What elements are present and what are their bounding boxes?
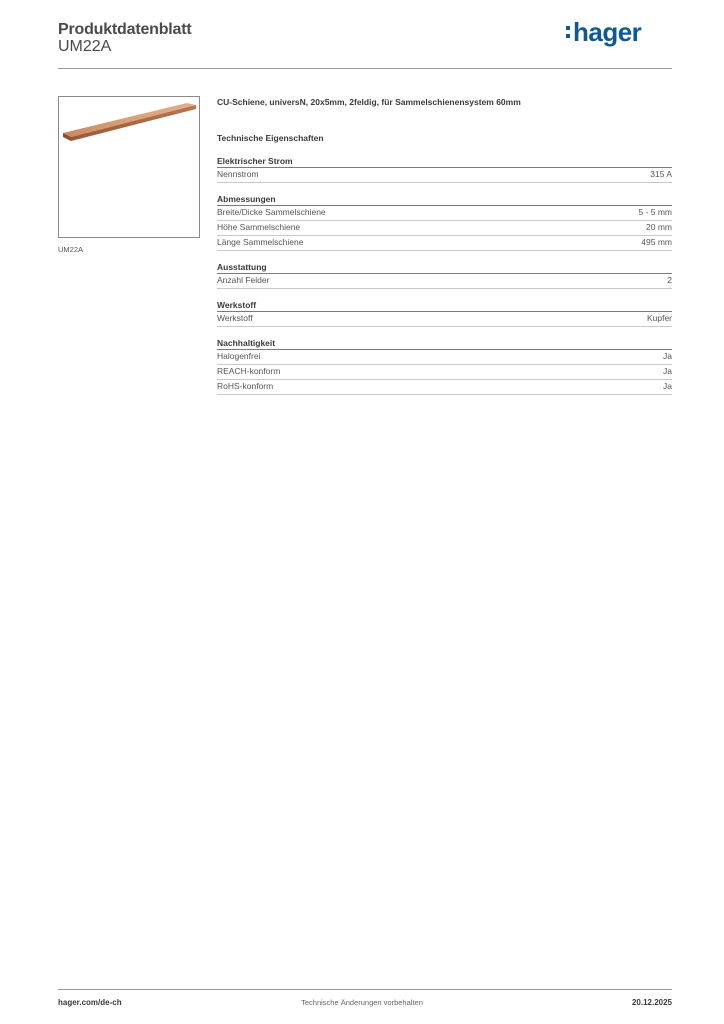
row-label: Höhe Sammelschiene xyxy=(217,222,301,232)
row-label: Werkstoff xyxy=(217,313,253,323)
row-value: 495 mm xyxy=(641,237,672,247)
product-description: CU-Schiene, universN, 20x5mm, 2feldig, für Sammelschienensystem 60mm xyxy=(217,97,521,107)
table-row xyxy=(217,221,672,236)
product-image-caption: UM22A xyxy=(58,245,84,254)
row-value: 315 A xyxy=(650,169,672,179)
row-value: Kupfer xyxy=(646,313,672,323)
product-code-subtitle: UM22A xyxy=(58,38,112,55)
technical-properties-heading: Technische Eigenschaften xyxy=(217,133,324,143)
hager-logo xyxy=(566,17,641,47)
table-row xyxy=(217,236,672,251)
copper-busbar-image xyxy=(59,97,201,239)
section-dimensions xyxy=(217,193,672,251)
row-label: Nennstrom xyxy=(217,169,259,179)
footer-website-link[interactable]: hager.com/de-ch xyxy=(58,998,122,1007)
section-title: Werkstoff xyxy=(217,299,672,312)
table-row xyxy=(217,365,672,380)
footer-divider xyxy=(58,989,672,990)
table-row xyxy=(217,206,672,221)
logo-text: hager xyxy=(573,16,642,47)
row-label: Länge Sammelschiene xyxy=(217,237,304,247)
section-title: Ausstattung xyxy=(217,261,672,274)
table-row xyxy=(217,380,672,395)
row-value: Ja xyxy=(663,381,672,391)
row-label: REACH-konform xyxy=(217,366,281,376)
footer-date: 20.12.2025 xyxy=(631,998,672,1007)
section-equipment xyxy=(217,261,672,289)
row-value: 20 mm xyxy=(646,222,672,232)
section-title: Nachhaltigkeit xyxy=(217,337,672,350)
row-value: Ja xyxy=(663,366,672,376)
table-row xyxy=(217,274,672,289)
section-title: Elektrischer Strom xyxy=(217,155,672,168)
logo-dots-icon xyxy=(566,26,570,38)
row-label: RoHS-konform xyxy=(217,381,274,391)
row-label: Halogenfrei xyxy=(217,351,261,361)
product-content xyxy=(217,95,672,395)
section-material xyxy=(217,299,672,327)
table-row xyxy=(217,168,672,183)
table-row xyxy=(217,312,672,327)
section-sustainability xyxy=(217,337,672,395)
row-value: 5 - 5 mm xyxy=(638,207,672,217)
table-row xyxy=(217,350,672,365)
page-title: Produktdatenblatt xyxy=(58,21,192,38)
header-divider xyxy=(58,68,672,69)
row-label: Breite/Dicke Sammelschiene xyxy=(217,207,326,217)
section-title: Abmessungen xyxy=(217,193,672,206)
footer-notice: Technische Änderungen vorbehalten xyxy=(301,998,423,1007)
row-value: 2 xyxy=(667,275,672,285)
product-image-frame xyxy=(58,96,200,238)
row-value: Ja xyxy=(663,351,672,361)
section-electrical-current xyxy=(217,155,672,183)
row-label: Anzahl Felder xyxy=(217,275,270,285)
